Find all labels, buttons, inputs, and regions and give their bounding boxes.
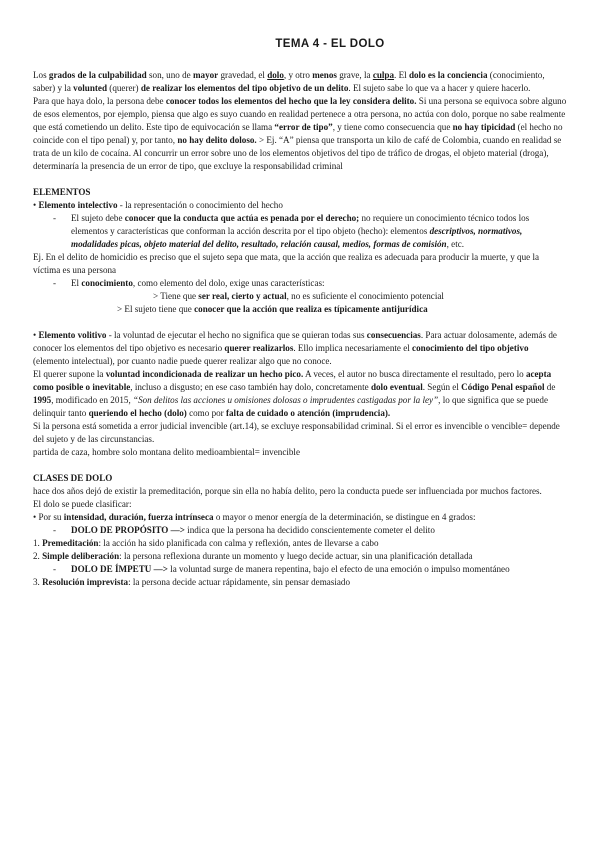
- underlined-bold-text: culpa: [372, 70, 395, 80]
- dash-text: [71, 524, 567, 537]
- text: (conocimiento, saber) y la: [33, 70, 545, 93]
- bold-text: consecuencias: [366, 330, 421, 340]
- bold-text: volunted: [73, 83, 108, 93]
- text: no requiere un conocimiento técnico todos los elementos y características que conforman la acción descrita por el tipo objeto (hecho): elementos: [71, 213, 530, 236]
- bold-text: conocimiento del tipo objetivo: [412, 343, 529, 353]
- bold-text: ser real, cierto y actual: [198, 291, 287, 301]
- numbered-item-2: [33, 550, 567, 563]
- bold-text: DOLO DE ÍMPETU —>: [71, 564, 168, 574]
- bullet-elemento-volitivo: [33, 329, 567, 368]
- text: Para que haya dolo, la persona debe: [33, 96, 166, 106]
- text: (elemento intelectual), por cuanto nadie puede querer realizar algo que no conoce.: [33, 356, 332, 366]
- bullet-intensidad: [33, 511, 567, 524]
- bold-italic-text: descriptivos, normativos, modalidades picas, objeto material del delito, resultado, relación causal, medios, formas de comisión: [71, 226, 523, 249]
- italic-quote: “Son delitos las acciones u omisiones dolosas o imprudentes castigadas por la ley”: [133, 395, 439, 405]
- text: , incluso a disgusto; en ese caso también hay dolo, concretamente: [130, 382, 371, 392]
- text: (el hecho no coincide con el tipo penal) y, por tanto,: [33, 122, 563, 145]
- numbered-item-3: [33, 576, 567, 589]
- document-title: TEMA 4 - EL DOLO: [275, 38, 385, 50]
- text: . Según el: [422, 382, 462, 392]
- bold-text: 1995: [33, 395, 52, 405]
- dash-item-dolo-impetu: [33, 563, 567, 576]
- text: > Ej. “A” piensa que transporta un kilo de café de Colombia, cuando en realidad se trata de un kilo de cocaína. Al concurrir un error sobre uno de los elementos objetivos del tipo de tráfico de drogas, el objeto material (droga), determinaría la presencia de un error de tipo, que excluye la responsabilidad criminal: [33, 135, 562, 171]
- bold-text: DOLO DE PROPÓSITO —>: [71, 525, 185, 535]
- paragraph-querer: [33, 368, 567, 420]
- text: A veces, el autor no busca directamente el resultado, pero lo: [303, 369, 526, 379]
- bold-text: “error de tipo”: [274, 122, 333, 132]
- dash-icon: -: [53, 564, 57, 574]
- text: > Tiene que: [153, 291, 199, 301]
- text: la voluntad surge de manera repentina, bajo el efecto de una emoción o impulso momentáneo: [167, 564, 510, 574]
- text: : la persona decide actuar rápidamente, sin pensar demasiado: [128, 577, 351, 587]
- bold-text: falta de cuidado o atención (imprudencia).: [225, 408, 391, 418]
- bold-text: conocer que la conducta que actúa es penada por el derecho;: [124, 213, 360, 223]
- text: El sujeto debe: [71, 213, 125, 223]
- text: o mayor o menor energía de la determinación, se distingue en 4 grados:: [213, 512, 476, 522]
- dash-text: [71, 212, 567, 251]
- text: , como elemento del dolo, exige unas características:: [132, 278, 325, 288]
- bold-text: acepta como posible o inevitable: [33, 369, 552, 392]
- paragraph-error: Si la persona está sometida a error judicial invencible (art.14), se excluye responsabilidad criminal. Si el error es invencible o vencible= depende del sujeto y de las circunstancias.: [33, 421, 560, 444]
- text: son, uno de: [146, 70, 193, 80]
- bold-text: mayor: [192, 70, 219, 80]
- bold-text: voluntad incondicionada de realizar un hecho pico.: [105, 369, 304, 379]
- bold-text: Código Penal español: [461, 382, 545, 392]
- text: gravedad, el: [218, 70, 268, 80]
- bold-text: Simple deliberación: [42, 551, 120, 561]
- text: , lo que significa que se puede delinquir tanto: [33, 395, 549, 418]
- text: de: [544, 382, 556, 392]
- text: . Ello implica necesariamente el: [293, 343, 413, 353]
- text: (querer): [107, 83, 141, 93]
- text: , y otro: [283, 70, 313, 80]
- bold-text: Elemento volitivo: [38, 330, 107, 340]
- clases-paragraph-2: El dolo se puede clasificar:: [33, 499, 132, 509]
- text: Si una persona se equivoca sobre alguno de esos elementos, por ejemplo, piensa que algo es suyo cuando en realidad pertenece a otra persona, no actúa con dolo, porque no sabe realmente que está cometiendo un delito. Este tipo de equivocación se llama: [33, 96, 567, 132]
- example-homicidio: Ej. En el delito de homicidio es preciso que el sujeto sepa que mata, que la acción que realiza es adecuada para producir la muerte, y que la víctima es una persona: [33, 252, 540, 275]
- dash-text: [71, 563, 567, 576]
- bold-text: grados de la culpabilidad: [48, 70, 147, 80]
- bullet-icon: •: [33, 330, 37, 340]
- dash-text: [71, 277, 567, 290]
- text: . El: [394, 70, 409, 80]
- bold-text: no hay tipicidad: [452, 122, 516, 132]
- text: 1.: [33, 538, 43, 548]
- dash-icon: -: [53, 525, 57, 535]
- arrow-item-antijuridica: [117, 303, 567, 316]
- dash-item-conocer: [33, 212, 567, 251]
- dash-icon: -: [53, 213, 57, 223]
- bullet-elemento-intelectivo: [33, 199, 567, 212]
- bold-text: querer realizarlos: [224, 343, 294, 353]
- bold-text: de realizar los elementos del tipo objetivo de un delito: [140, 83, 349, 93]
- dash-item-conocimiento: [33, 277, 567, 290]
- arrow-item-real: [153, 290, 567, 303]
- text: - la representación o conocimiento del hecho: [117, 200, 283, 210]
- text: • Por su: [33, 512, 64, 522]
- text: , y tiene como consecuencia que: [332, 122, 453, 132]
- text: > El sujeto tiene que: [117, 304, 195, 314]
- text: El querer supone la: [33, 369, 106, 379]
- text: indica que la persona ha decidido conscientemente cometer el delito: [184, 525, 435, 535]
- bold-text: dolo eventual: [370, 382, 423, 392]
- document-page: [33, 38, 567, 589]
- bold-text: Premeditación: [42, 538, 99, 548]
- numbered-item-1: [33, 537, 567, 550]
- text: , no es suficiente el conocimiento potencial: [286, 291, 444, 301]
- bold-text: Elemento intelectivo: [38, 200, 118, 210]
- text: , modificado en 2015,: [51, 395, 134, 405]
- text: , etc.: [446, 239, 465, 249]
- text: . El sujeto sabe lo que va a hacer y quiere hacerlo.: [348, 83, 531, 93]
- dash-item-dolo-proposito: [33, 524, 567, 537]
- section-heading-clases: CLASES DE DOLO: [33, 473, 113, 483]
- text: grave, la: [336, 70, 373, 80]
- intro-paragraph-2: [33, 95, 567, 173]
- text: 2.: [33, 551, 43, 561]
- bold-text: conocimiento: [81, 278, 133, 288]
- bold-text: intensidad, duración, fuerza intrínseca: [63, 512, 214, 522]
- bold-text: no hay delito doloso.: [177, 135, 257, 145]
- text: . Para actuar dolosamente, además de conocer los elementos del tipo objetivo es necesario: [33, 330, 557, 353]
- text: : la acción ha sido planificada con calma y reflexión, antes de llevarse a cabo: [98, 538, 379, 548]
- intro-paragraph-1: [33, 69, 567, 95]
- bold-text: queriendo el hecho (dolo): [88, 408, 187, 418]
- text: : la persona reflexiona durante un momento y luego decide actuar, sin una planificación detallada: [119, 551, 473, 561]
- section-heading-elementos: ELEMENTOS: [33, 187, 91, 197]
- underlined-bold-text: dolo: [267, 70, 284, 80]
- text: 3.: [33, 577, 43, 587]
- text: El: [71, 278, 82, 288]
- bold-text: conocer todos los elementos del hecho que la ley considera delito.: [165, 96, 417, 106]
- bold-text: menos: [312, 70, 337, 80]
- bullet-icon: •: [33, 200, 37, 210]
- bold-text: dolo es la conciencia: [408, 70, 488, 80]
- clases-paragraph-1: hace dos años dejó de existir la premeditación, porque sin ella no había delito, pero la conducta puede ser influenciada por muchos factores.: [33, 486, 542, 496]
- paragraph-caza: partida de caza, hombre solo montana delito medioambiental= invencible: [33, 447, 300, 457]
- bold-text: Resolución imprevista: [42, 577, 129, 587]
- bold-text: conocer que la acción que realiza es típicamente antijurídica: [194, 304, 428, 314]
- dash-icon: -: [53, 278, 57, 288]
- text: - la voluntad de ejecutar el hecho no significa que se quieran todas sus: [106, 330, 367, 340]
- text: como por: [186, 408, 226, 418]
- text: Los: [33, 70, 49, 80]
